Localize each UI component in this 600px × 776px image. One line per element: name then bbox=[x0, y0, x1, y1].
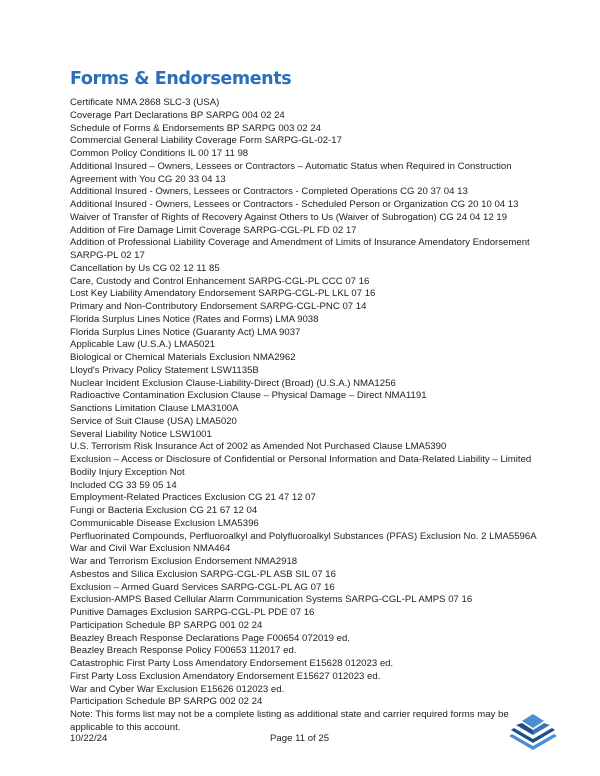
list-item: Nuclear Incident Exclusion Clause-Liability-Direct (Broad) (U.S.A.) NMA1256 bbox=[70, 377, 396, 389]
list-item: Exclusion – Armed Guard Services SARPG-CGL-PL AG 07 16 bbox=[70, 581, 335, 593]
list-item: Lost Key Liability Amendatory Endorsement SARPG-CGL-PL LKL 07 16 bbox=[70, 288, 376, 300]
list-item: Coverage Part Declarations BP SARPG 004 02 24 bbox=[70, 109, 285, 121]
company-logo-icon bbox=[508, 712, 558, 754]
list-item: Punitive Damages Exclusion SARPG-CGL-PL PDE 07 16 bbox=[70, 607, 315, 618]
list-item: Certificate NMA 2868 SLC-3 (USA) bbox=[70, 97, 220, 108]
list-item: Sanctions Limitation Clause LMA3100A bbox=[70, 403, 239, 414]
list-item: First Party Loss Exclusion Amendatory Endorsement E15627 012023 ed. bbox=[70, 670, 381, 682]
list-item: War and Terrorism Exclusion Endorsement NMA2918 bbox=[70, 556, 298, 567]
list-item: Employment-Related Practices Exclusion CG 21 47 12 07 bbox=[70, 492, 316, 504]
list-item: Commercial General Liability Coverage Form SARPG-GL-02-17 bbox=[70, 135, 342, 147]
list-item: Addition of Professional Liability Coverage and Amendment of Limits of Insurance Amendatory Endorsement SARPG-PL 02 17 bbox=[70, 237, 530, 261]
page-number: Page 11 of 25 bbox=[270, 733, 330, 744]
list-item: Additional Insured - Owners, Lessees or Contractors - Scheduled Person or Organization CG 20 10 04 13 bbox=[70, 199, 519, 210]
list-item: Catastrophic First Party Loss Amendatory Endorsement E15628 012023 ed. bbox=[70, 658, 394, 669]
list-item: Schedule of Forms & Endorsements BP SARPG 003 02 24 bbox=[70, 122, 321, 134]
list-item: Included CG 33 59 05 14 bbox=[70, 479, 177, 491]
list-item: Communicable Disease Exclusion LMA5396 bbox=[70, 517, 259, 529]
list-item: Florida Surplus Lines Notice (Guaranty Act) LMA 9037 bbox=[70, 326, 301, 338]
list-item: Exclusion – Access or Disclosure of Confidential or Personal Information and Data-Related Liability – Limited Bodily Injury Exception Not bbox=[70, 454, 532, 478]
list-item: Fungi or Bacteria Exclusion CG 21 67 12 04 bbox=[70, 505, 258, 516]
list-item: Care, Custody and Control Enhancement SARPG-CGL-PL CCC 07 16 bbox=[70, 275, 370, 287]
list-item: Several Liability Notice LSW1001 bbox=[70, 428, 212, 440]
list-item: Radioactive Contamination Exclusion Clause – Physical Damage – Direct NMA1191 bbox=[70, 390, 427, 402]
list-item: Addition of Fire Damage Limit Coverage SARPG-CGL-PL FD 02 17 bbox=[70, 224, 357, 236]
list-item: Additional Insured – Owners, Lessees or Contractors – Automatic Status when Required in Construction Agreement with You CG 20 33 04 13 bbox=[70, 160, 512, 185]
list-item: Primary and Non-Contributory Endorsement SARPG-CGL-PNC 07 14 bbox=[70, 301, 367, 312]
list-item: Beazley Breach Response Policy F00653 112017 ed. bbox=[70, 645, 297, 657]
list-item: Biological or Chemical Materials Exclusion NMA2962 bbox=[70, 352, 296, 363]
list-item: Waiver of Transfer of Rights of Recovery Against Others to Us (Waiver of Subrogation) CG 24 04 12 19 bbox=[70, 211, 508, 223]
list-item: War and Civil War Exclusion NMA464 bbox=[70, 543, 231, 555]
list-item: Common Policy Conditions IL 00 17 11 98 bbox=[70, 148, 249, 159]
list-item: Participation Schedule BP SARPG 001 02 24 bbox=[70, 619, 263, 631]
list-item: Florida Surplus Lines Notice (Rates and Forms) LMA 9038 bbox=[70, 313, 319, 325]
footer-date: 10/22/24 bbox=[70, 733, 108, 744]
list-item: Applicable Law (U.S.A.) LMA5021 bbox=[70, 339, 216, 351]
list-item: Cancellation by Us CG 02 12 11 85 bbox=[70, 262, 220, 274]
list-item: U.S. Terrorism Risk Insurance Act of 2002 as Amended Not Purchased Clause LMA5390 bbox=[70, 441, 447, 453]
list-item: Participation Schedule BP SARPG 002 02 24 bbox=[70, 696, 263, 708]
list-item: Beazley Breach Response Declarations Page F00654 072019 ed. bbox=[70, 632, 351, 644]
list-item: War and Cyber War Exclusion E15626 012023 ed. bbox=[70, 683, 285, 695]
list-item: Asbestos and Silica Exclusion SARPG-CGL-PL ASB SIL 07 16 bbox=[70, 568, 336, 580]
forms-list bbox=[70, 97, 540, 735]
page-title: Forms & Endorsements bbox=[70, 69, 292, 89]
list-item: Note: This forms list may not be a complete listing as additional state and carrier required forms may be applicable to this account. bbox=[70, 709, 509, 733]
list-item: Exclusion-AMPS Based Cellular Alarm Communication Systems SARPG-CGL-PL AMPS 07 16 bbox=[70, 594, 473, 606]
list-item: Lloyd's Privacy Policy Statement LSW1135B bbox=[70, 364, 259, 376]
list-item: Perfluorinated Compounds, Perfluoroalkyl and Polyfluoroalkyl Substances (PFAS) Exclusion No. 2 LMA5596A bbox=[70, 530, 537, 542]
list-item: Service of Suit Clause (USA) LMA5020 bbox=[70, 415, 237, 427]
list-item: Additional Insured - Owners, Lessees or Contractors - Completed Operations CG 20 37 04 13 bbox=[70, 186, 468, 198]
